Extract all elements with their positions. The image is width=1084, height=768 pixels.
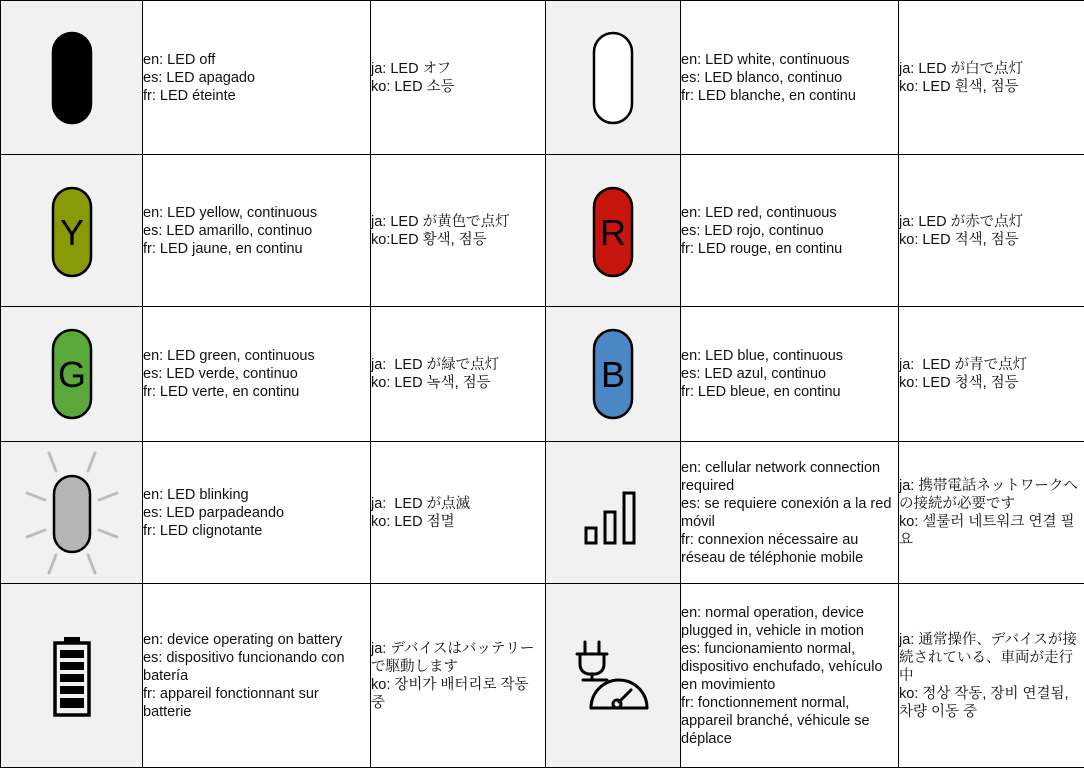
es-text: es: LED apagado <box>143 69 370 87</box>
ko-text: ko: 정상 작동, 장비 연결됨, 차량 이동 중 <box>899 685 1084 721</box>
ja-text: ja: LED が青で点灯 <box>899 356 1084 374</box>
legend-row <box>1 307 1084 442</box>
ja-text: ja: LED が黄色で点灯 <box>371 213 545 231</box>
plug-gauge-icon <box>573 636 653 716</box>
es-text: es: LED amarillo, continuo <box>143 222 370 240</box>
led-blue-icon <box>583 324 643 424</box>
asian-description <box>899 442 1084 584</box>
ko-text: ko: 장비가 배터리로 작동 중 <box>371 676 545 712</box>
asian-description <box>371 584 546 768</box>
led-letter: B <box>601 354 625 395</box>
ja-text: ja: 通常操作、デバイスが接続されている、車両が走行中 <box>899 631 1084 685</box>
ja-text: ja: 携帯電話ネットワークへの接続が必要です <box>899 477 1084 513</box>
led-red-cell <box>546 155 681 307</box>
led-red-icon <box>583 176 643 286</box>
legend-row <box>1 442 1084 584</box>
fr-text: fr: LED bleue, en continu <box>681 383 898 401</box>
asian-description <box>371 1 546 155</box>
led-letter: R <box>600 212 626 253</box>
led-white-icon <box>583 23 643 133</box>
ja-text: ja: LED が緑で点灯 <box>371 356 545 374</box>
es-text: es: funcionamiento normal, dispositivo enchufado, vehículo en movimiento <box>681 640 898 694</box>
multilang-description <box>681 155 899 307</box>
multilang-description <box>143 1 371 155</box>
multilang-description <box>681 307 899 442</box>
led-blue-cell <box>546 307 681 442</box>
es-text: es: se requiere conexión a la red móvil <box>681 495 898 531</box>
led-blinking-icon <box>17 445 127 581</box>
fr-text: fr: LED clignotante <box>143 522 370 540</box>
ko-text: ko: LED 흰색, 점등 <box>899 78 1084 96</box>
multilang-description <box>143 442 371 584</box>
asian-description <box>899 1 1084 155</box>
asian-description <box>899 584 1084 768</box>
asian-description <box>899 155 1084 307</box>
ja-text: ja: LED オフ <box>371 60 545 78</box>
multilang-description <box>143 307 371 442</box>
es-text: es: LED parpadeando <box>143 504 370 522</box>
multilang-description <box>681 584 899 768</box>
es-text: es: dispositivo funcionando con batería <box>143 649 370 685</box>
cellular-signal-cell <box>546 442 681 584</box>
ko-text: ko: LED 녹색, 점등 <box>371 374 545 392</box>
fr-text: fr: connexion nécessaire au réseau de téléphonie mobile <box>681 531 898 567</box>
en-text: en: cellular network connection required <box>681 459 898 495</box>
led-yellow-cell <box>1 155 143 307</box>
fr-text: fr: appareil fonctionnant sur batterie <box>143 685 370 721</box>
multilang-description <box>143 155 371 307</box>
fr-text: fr: LED rouge, en continu <box>681 240 898 258</box>
ja-text: ja: LED が白で点灯 <box>899 60 1084 78</box>
ko-text: ko: LED 점멸 <box>371 513 545 531</box>
asian-description <box>371 442 546 584</box>
ko-text: ko:LED 황색, 점등 <box>371 231 545 249</box>
ko-text: ko: LED 청색, 점등 <box>899 374 1084 392</box>
en-text: en: normal operation, device plugged in, vehicle in motion <box>681 604 898 640</box>
en-text: en: device operating on battery <box>143 631 370 649</box>
ja-text: ja: LED が赤で点灯 <box>899 213 1084 231</box>
ja-text: ja: デバイスはバッテリーで駆動します <box>371 640 545 676</box>
asian-description <box>899 307 1084 442</box>
cellular-signal-icon <box>578 478 648 548</box>
led-letter: Y <box>59 212 83 253</box>
en-text: en: LED blue, continuous <box>681 347 898 365</box>
es-text: es: LED blanco, continuo <box>681 69 898 87</box>
legend-row <box>1 1 1084 155</box>
en-text: en: LED yellow, continuous <box>143 204 370 222</box>
fr-text: fr: fonctionnement normal, appareil branché, véhicule se déplace <box>681 694 898 748</box>
es-text: es: LED azul, continuo <box>681 365 898 383</box>
legend-row <box>1 155 1084 307</box>
ko-text: ko: 셀룰러 네트워크 연결 필요 <box>899 513 1084 549</box>
ja-text: ja: LED が点滅 <box>371 495 545 513</box>
en-text: en: LED white, continuous <box>681 51 898 69</box>
en-text: en: LED green, continuous <box>143 347 370 365</box>
asian-description <box>371 307 546 442</box>
multilang-description <box>681 1 899 155</box>
battery-icon <box>47 631 97 721</box>
led-off-cell <box>1 1 143 155</box>
multilang-description <box>143 584 371 768</box>
legend-row <box>1 584 1084 768</box>
led-green-cell <box>1 307 143 442</box>
en-text: en: LED red, continuous <box>681 204 898 222</box>
led-letter: G <box>57 354 85 395</box>
asian-description <box>371 155 546 307</box>
es-text: es: LED rojo, continuo <box>681 222 898 240</box>
led-yellow-icon <box>42 176 102 286</box>
fr-text: fr: LED verte, en continu <box>143 383 370 401</box>
en-text: en: LED blinking <box>143 486 370 504</box>
fr-text: fr: LED éteinte <box>143 87 370 105</box>
led-green-icon <box>42 324 102 424</box>
multilang-description <box>681 442 899 584</box>
led-blinking-cell <box>1 442 143 584</box>
fr-text: fr: LED blanche, en continu <box>681 87 898 105</box>
ko-text: ko: LED 적색, 점등 <box>899 231 1084 249</box>
ko-text: ko: LED 소등 <box>371 78 545 96</box>
led-white-cell <box>546 1 681 155</box>
plug-gauge-cell <box>546 584 681 768</box>
en-text: en: LED off <box>143 51 370 69</box>
led-off-icon <box>42 23 102 133</box>
fr-text: fr: LED jaune, en continu <box>143 240 370 258</box>
battery-cell <box>1 584 143 768</box>
es-text: es: LED verde, continuo <box>143 365 370 383</box>
